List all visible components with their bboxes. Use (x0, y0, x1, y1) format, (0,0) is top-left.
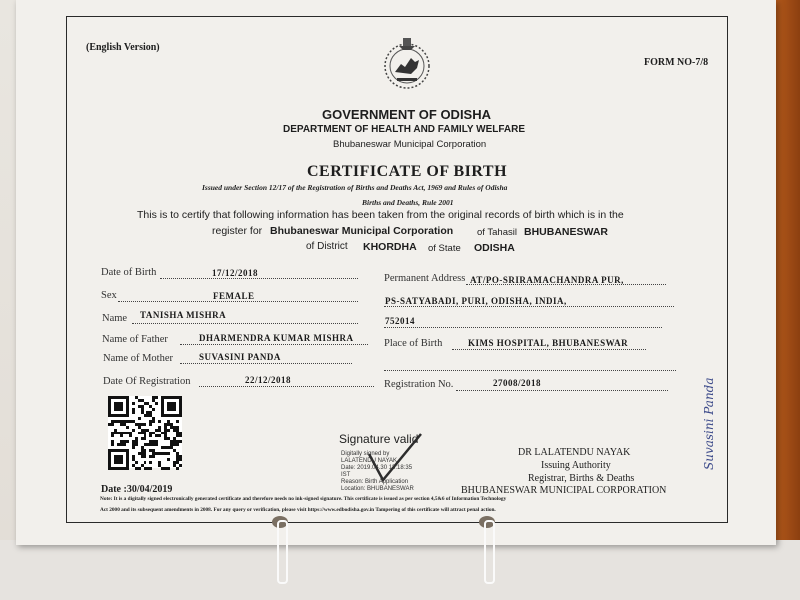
certify-line1: This is to certify that following information has been taken from the original records of birth which is in the (137, 209, 624, 221)
reg-no-label: Registration No. (384, 379, 454, 390)
address-line-3 (384, 327, 662, 328)
authority-title: Registrar, Births & Deaths (528, 473, 635, 484)
note-line2: Act 2000 and its subsequent amendments in 2008. For any query or verification, please visit https://www.edbodisha.gov.in Tampering of this certificate will attract penal action. (100, 507, 496, 513)
address-line-2 (384, 306, 674, 307)
note-line1: Note: It is a digitally signed electronically generated certificate and therefore needs no ink-signed signature. This certificate is issued as per section 4,5&6 of Information Technology (100, 496, 507, 502)
dob-label: Date of Birth (101, 267, 157, 278)
qr-module (149, 467, 152, 470)
qr-finder-pattern (114, 455, 123, 464)
reg-no-value: 27008/2018 (493, 378, 542, 388)
authority-name: DR LALATENDU NAYAK (518, 447, 631, 458)
sex-value: FEMALE (213, 291, 255, 301)
qr-module (135, 443, 138, 446)
handwritten-note: Suvasini Panda (702, 377, 716, 470)
signature-detail-line1: Digitally signed by (341, 451, 390, 457)
issue-date: Date :30/04/2019 (101, 484, 173, 495)
qr-module (158, 434, 161, 437)
mother-line (180, 363, 352, 364)
reg-date-label: Date Of Registration (103, 376, 191, 387)
father-line (180, 344, 368, 345)
qr-module (123, 443, 126, 446)
qr-module (152, 408, 155, 411)
qr-module (126, 426, 129, 429)
place-label: Place of Birth (384, 338, 443, 349)
binder-ring-right (484, 520, 495, 584)
authority-org: BHUBANESWAR MUNICIPAL CORPORATION (461, 485, 667, 496)
certify-state: ODISHA (474, 242, 515, 254)
qr-module (155, 443, 158, 446)
reg-date-line (199, 386, 374, 387)
qr-module (132, 429, 135, 432)
reg-date-value: 22/12/2018 (245, 375, 292, 385)
certify-tahasil: BHUBANESWAR (524, 226, 608, 238)
qr-module (144, 423, 147, 426)
qr-finder-pattern (167, 402, 176, 411)
qr-finder-pattern (114, 402, 123, 411)
certify-register-name: Bhubaneswar Municipal Corporation (270, 225, 454, 237)
qr-module (155, 402, 158, 405)
qr-module (176, 420, 179, 423)
qr-module (132, 446, 135, 449)
signature-detail-line2: LALATENDU NAYAK (341, 458, 398, 464)
qr-module (176, 467, 179, 470)
signature-detail-line6: Location: BHUBANESWAR (341, 486, 414, 492)
qr-module (138, 417, 141, 420)
government-heading: GOVERNMENT OF ODISHA (322, 107, 492, 122)
qr-module (149, 461, 152, 464)
certify-tahasil-label: of Tahasil (477, 227, 517, 238)
sex-line (118, 301, 358, 302)
qr-module (155, 396, 158, 399)
qr-module (126, 440, 129, 443)
certify-register-prefix: register for (212, 225, 263, 237)
qr-module (152, 455, 155, 458)
qr-module (129, 434, 132, 437)
child-name-value: TANISHA MISHRA (140, 310, 227, 320)
signature-detail-line3: Date: 2019.04.30 13:18:35 (341, 465, 413, 471)
department-heading: DEPARTMENT OF HEALTH AND FAMILY WELFARE (283, 124, 526, 135)
qr-module (111, 423, 114, 426)
place-line-2 (384, 370, 676, 371)
dob-line (160, 278, 358, 279)
mother-label: Name of Mother (103, 353, 173, 364)
mother-name-value: SUVASINI PANDA (199, 352, 281, 362)
qr-module (167, 429, 170, 432)
father-label: Name of Father (102, 334, 168, 345)
qr-module (132, 411, 135, 414)
qr-module (144, 437, 147, 440)
qr-module (144, 461, 147, 464)
address-label: Permanent Address (384, 273, 466, 284)
signature-status: Signature valid (339, 432, 419, 446)
signature-detail-line5: Reason: Birth Application (341, 479, 409, 485)
qr-module (167, 452, 170, 455)
corporation-heading: Bhubaneswar Municipal Corporation (333, 139, 487, 150)
qr-module (179, 458, 182, 461)
name-label: Name (102, 313, 128, 324)
qr-module (179, 440, 182, 443)
qr-module (135, 461, 138, 464)
certify-district: KHORDHA (363, 241, 417, 253)
dob-value: 17/12/2018 (212, 268, 259, 278)
binder-ring-left (277, 520, 288, 584)
issued-under-line2: Births and Deaths, Rule 2001 (362, 198, 454, 207)
name-line (132, 323, 358, 324)
issued-under-line1: Issued under Section 12/17 of the Registration of Births and Deaths Act, 1969 and Rules of Odisha (202, 183, 508, 192)
signature-detail-line4: IST (341, 472, 351, 478)
reg-no-line (456, 390, 668, 391)
version-label: (English Version) (86, 42, 160, 53)
qr-module (111, 443, 114, 446)
address-line3-value: 752014 (385, 316, 415, 326)
odisha-emblem-icon (381, 34, 433, 92)
qr-module (144, 455, 147, 458)
qr-module (138, 467, 141, 470)
address-line1-value: AT/PO-SRIRAMACHANDRA PUR, (470, 275, 624, 285)
qr-module (167, 458, 170, 461)
qr-module (132, 402, 135, 405)
father-name-value: DHARMENDRA KUMAR MISHRA (199, 333, 354, 343)
certify-district-label: of District (306, 241, 348, 252)
certify-state-label: of State (428, 243, 461, 254)
form-number: FORM NO-7/8 (644, 57, 709, 68)
signature-details (341, 451, 414, 493)
lower-paper-sheet (0, 540, 800, 600)
sex-label: Sex (101, 290, 117, 301)
address-line2-value: PS-SATYABADI, PURI, ODISHA, INDIA, (385, 296, 567, 306)
qr-module (158, 420, 161, 423)
qr-module (179, 434, 182, 437)
qr-module (152, 420, 155, 423)
qr-code (108, 396, 182, 468)
place-value: KIMS HOSPITAL, BHUBANESWAR (468, 338, 629, 348)
qr-module (149, 434, 152, 437)
authority-role: Issuing Authority (541, 460, 611, 471)
qr-module (111, 434, 114, 437)
certificate-title: CERTIFICATE OF BIRTH (307, 163, 508, 180)
qr-module (120, 434, 123, 437)
qr-module (149, 423, 152, 426)
qr-module (176, 443, 179, 446)
qr-module (167, 467, 170, 470)
place-line (452, 349, 646, 350)
qr-module (179, 464, 182, 467)
